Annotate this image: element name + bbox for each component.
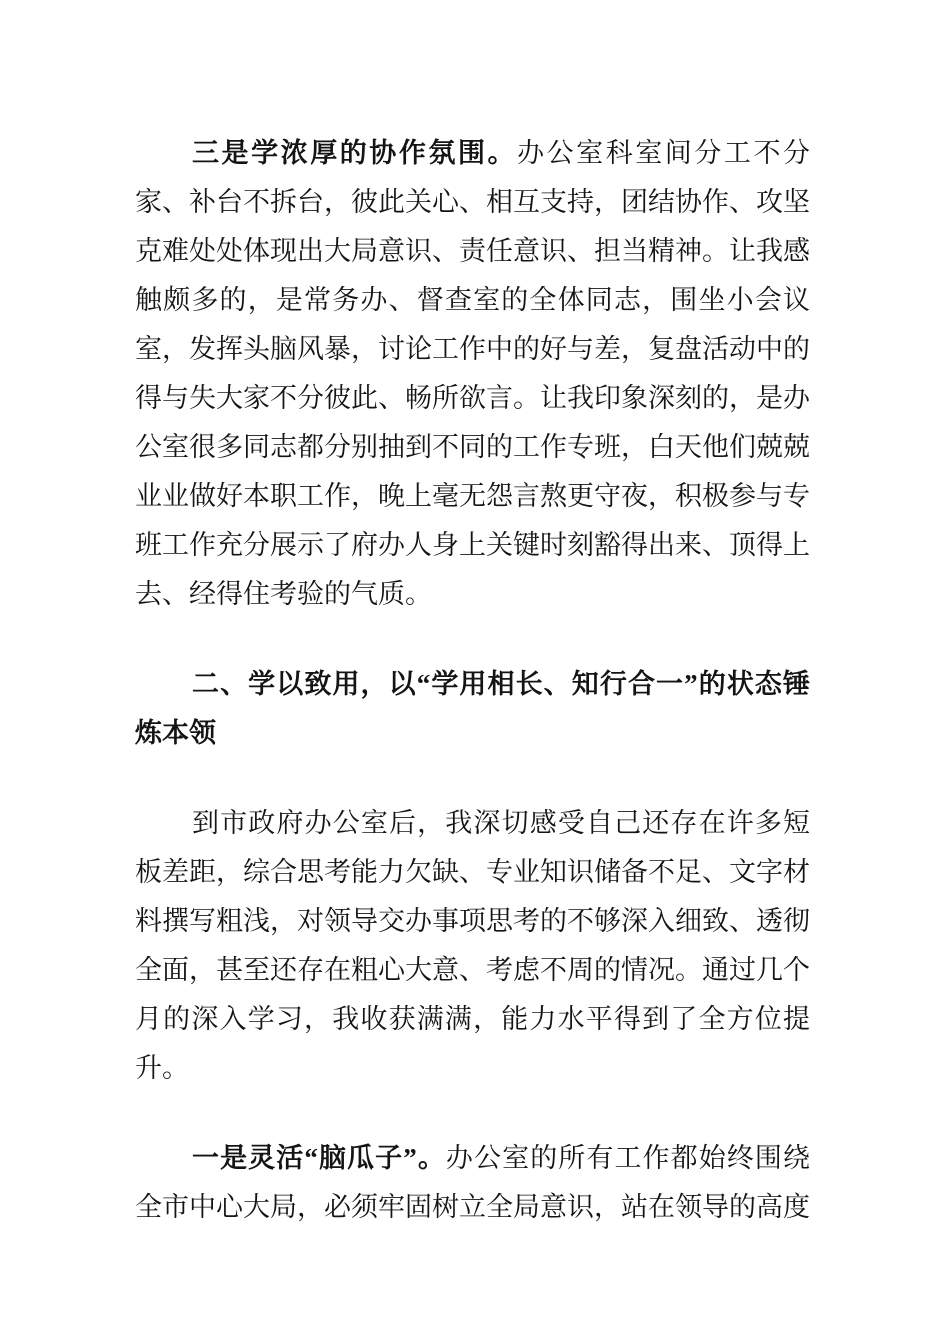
paragraph-intro: [135, 799, 810, 1093]
document-content: [135, 129, 810, 1232]
paragraph-lead-bold: 三是学浓厚的协作氛围。: [192, 138, 518, 168]
section-heading-two: [135, 660, 810, 758]
heading-text: 二、学以致用，以“学用相长、知行合一”的状态锤炼本领: [135, 669, 810, 748]
paragraph-text: 办公室的所有工作都始终围绕全市中心大局，必须牢固树立全局意识，站在领导的高度: [135, 1143, 811, 1222]
paragraph-point-three: [135, 129, 810, 619]
paragraph-text: 办公室科室间分工不分家、补台不拆台，彼此关心、相互支持，团结协作、攻坚克难处处体现出大局意识、责任意识、担当精神。让我感触颇多的，是常务办、督查室的全体同志，围坐小会议室，发挥头脑风暴，讨论工作中的好与差，复盘活动中的得与失大家不分彼此、畅所欲言。让我印象深刻的，是办公室很多同志都分别抽到不同的工作专班，白天他们兢兢业业做好本职工作，晚上毫无怨言熬更守夜，积极参与专班工作充分展示了府办人身上关键时刻豁得出来、顶得上去、经得住考验的气质。: [135, 138, 811, 609]
paragraph-point-one: [135, 1134, 810, 1232]
paragraph-text: 到市政府办公室后，我深切感受自己还存在许多短板差距，综合思考能力欠缺、专业知识储备不足、文字材料撰写粗浅，对领导交办事项思考的不够深入细致、透彻全面，甚至还存在粗心大意、考虑不周的情况。通过几个月的深入学习，我收获满满，能力水平得到了全方位提升。: [135, 808, 810, 1083]
paragraph-lead-bold: 一是灵活“脑瓜子”。: [192, 1143, 446, 1173]
